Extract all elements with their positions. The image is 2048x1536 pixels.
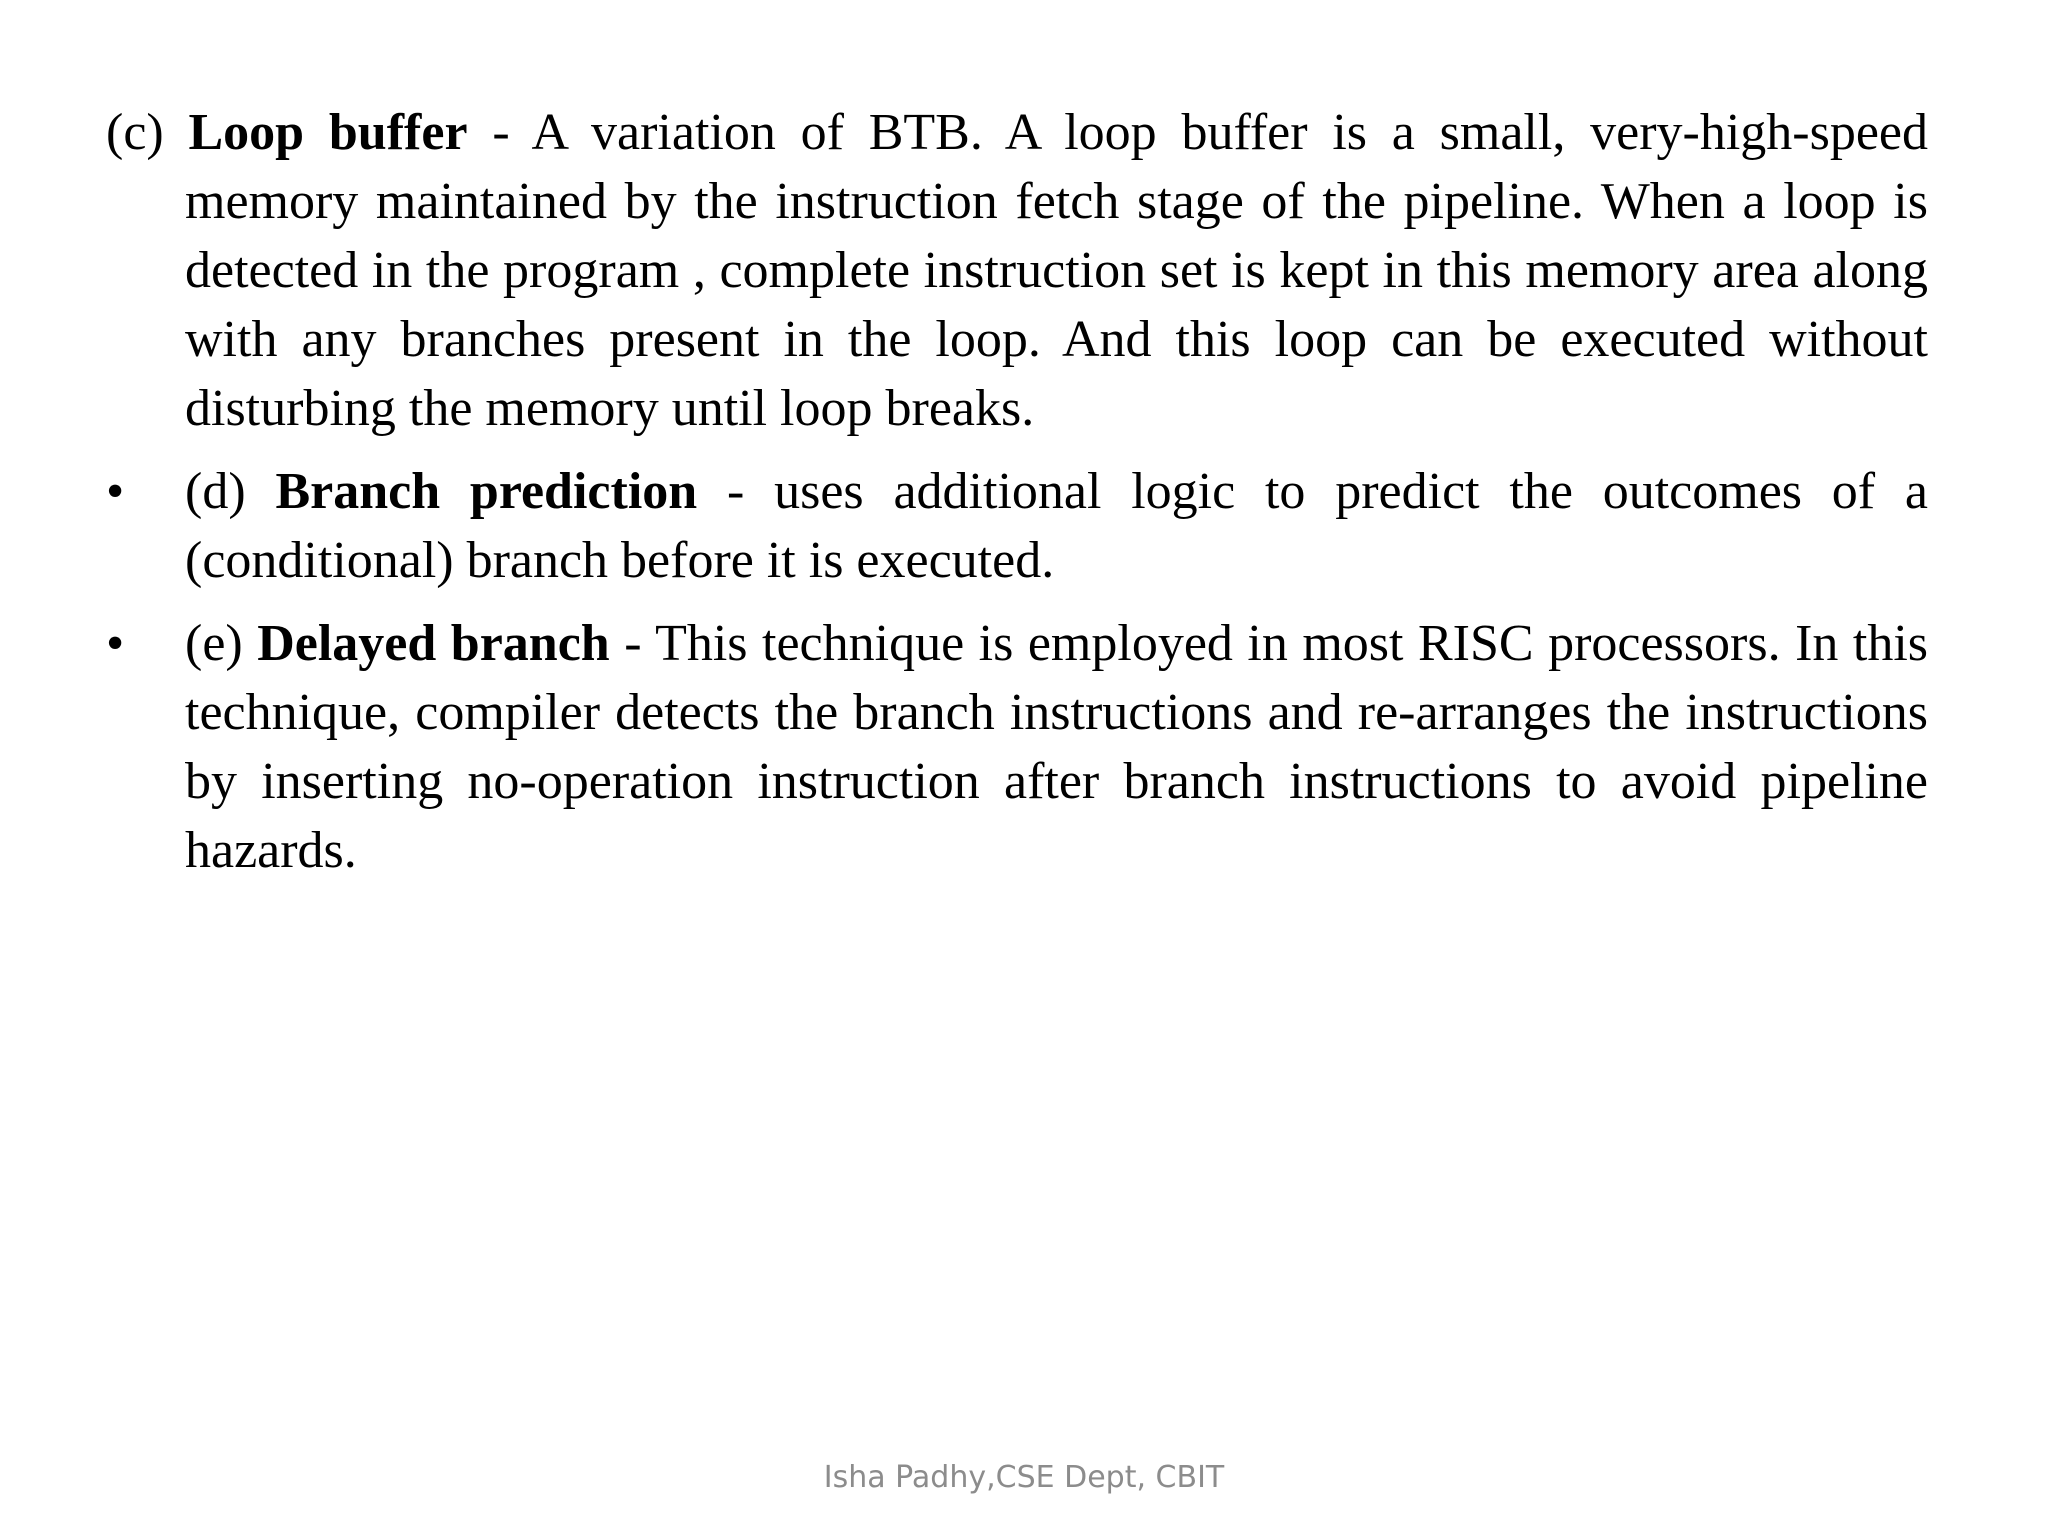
item-term: Branch prediction: [275, 463, 698, 520]
slide-footer: Isha Padhy,CSE Dept, CBIT: [823, 1460, 1225, 1495]
item-body: - uses additional logic to predict the outcomes of a (conditional) branch before it is executed.: [185, 463, 1928, 589]
bullet-icon: •: [106, 615, 125, 672]
item-prefix: (c): [106, 104, 189, 161]
list-item-branch-prediction: [106, 457, 1928, 595]
item-body: - This technique is employed in most RISC processors. In this technique, compiler detects the branch instructions and re-arranges the instructions by inserting no-operation instruction after branch instructions to avoid pipeline hazards.: [185, 615, 1929, 879]
item-prefix: (e): [185, 615, 258, 672]
item-term: Delayed branch: [257, 615, 610, 672]
list-item-delayed-branch: [106, 609, 1928, 885]
item-term: Loop buffer: [188, 104, 468, 161]
item-prefix: (d): [185, 463, 276, 520]
item-body: - A variation of BTB. A loop buffer is a small, very-high-speed memory maintained by the instruction fetch stage of the pipeline. When a loop is detected in the program , complete instruction set is kept in this memory area along with any branches present in the loop. And this loop can be executed without disturbing the memory until loop breaks.: [185, 104, 1928, 437]
slide-content: [106, 98, 1928, 885]
list-item-loop-buffer: [106, 98, 1928, 443]
bullet-icon: •: [106, 463, 125, 520]
